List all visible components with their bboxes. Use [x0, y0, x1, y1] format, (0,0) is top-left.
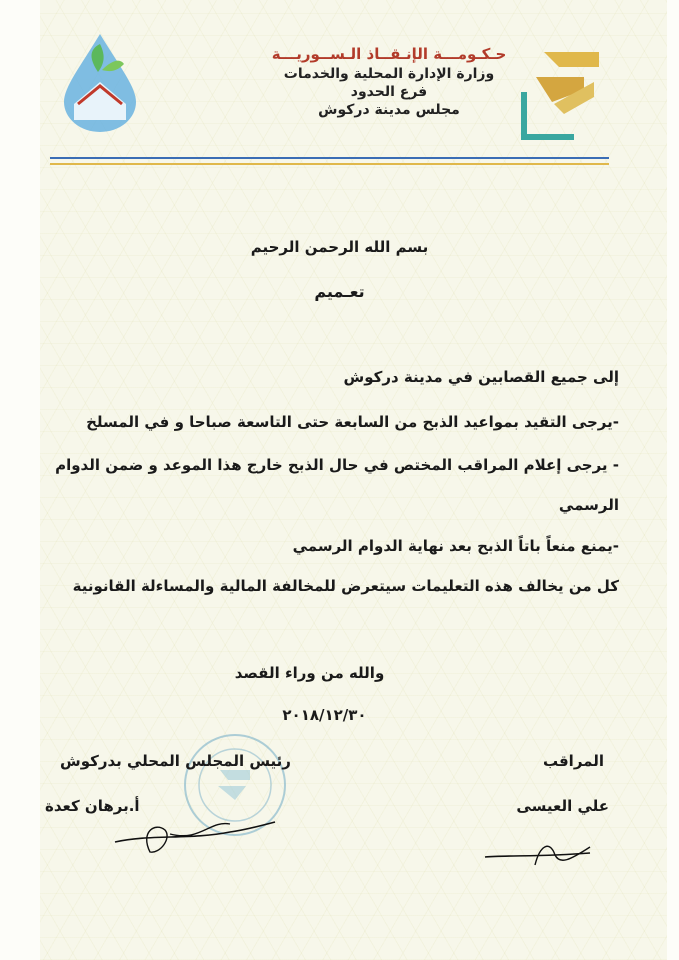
branch-name: فرع الحدود — [350, 83, 428, 100]
council-name: مجلس مدينة دركوش — [318, 101, 460, 118]
ministry-name: وزارة الإدارة المحلية والخدمات — [283, 65, 495, 82]
council-head-signature — [110, 812, 280, 862]
body-line-1: إلى جميع القصابين في مدينة دركوش — [343, 368, 619, 386]
government-name: حـكـومـــة الإنـقــاذ الـســوريـــة — [271, 45, 507, 63]
document-date: ٢٠١٨/١٢/٣٠ — [282, 706, 367, 724]
basmala: بسم الله الرحمن الرحيم — [250, 238, 429, 256]
council-head-name: أ.برهان كعدة — [45, 797, 140, 815]
body-line-2: -يرجى التقيد بمواعيد الذبح من السابعة حتى التاسعة صباحا و في المسلخ — [86, 413, 619, 431]
letterhead — [259, 45, 519, 119]
syria-emblem-logo — [514, 42, 609, 142]
council-head-title: رئيس المجلس المحلي بدركوش — [60, 752, 291, 770]
header-rule-gold — [50, 163, 609, 165]
inspector-signature — [480, 835, 600, 870]
header-rule-blue — [50, 157, 609, 159]
body-line-4: الرسمي — [558, 496, 619, 514]
subject-title: تعـميم — [314, 282, 365, 301]
inspector-title: المراقب — [542, 752, 604, 770]
body-line-5: -يمنع منعاً باتاً الذبح بعد نهاية الدوام الرسمي — [292, 537, 619, 555]
body-line-3: - يرجى إعلام المراقب المختص في حال الذبح خارج هذا الموعد و ضمن الدوام — [55, 456, 619, 474]
closing-phrase: والله من وراء القصد — [234, 664, 385, 682]
body-line-6: كل من يخالف هذه التعليمات سيتعرض للمخالفة المالية والمساءلة القانونية — [72, 577, 619, 595]
ministry-logo — [60, 32, 140, 132]
inspector-name: علي العيسى — [516, 797, 609, 815]
